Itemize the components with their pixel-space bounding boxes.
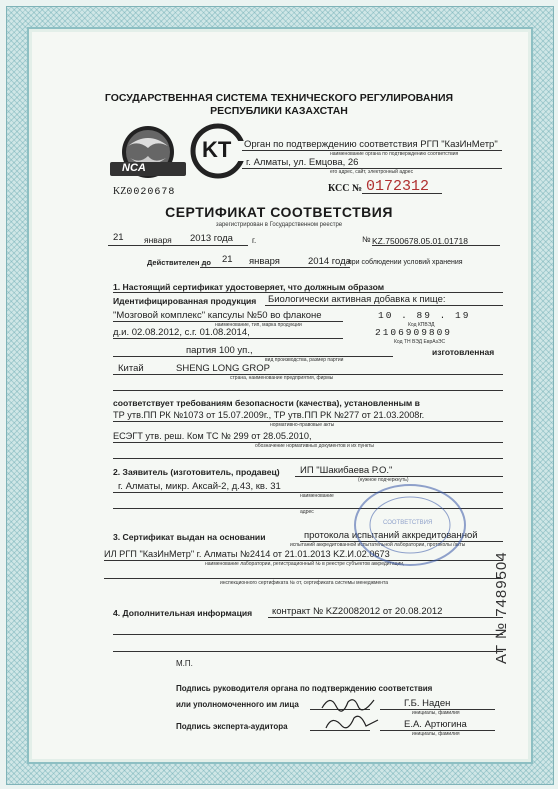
s1-caption-norms: нормативно-правовые акты: [270, 422, 335, 428]
mp-mark: М.П.: [176, 659, 193, 668]
reg-g: г.: [252, 236, 257, 245]
s2-label: 2. Заявитель (изготовитель, продавец): [113, 467, 280, 477]
s1-line3: д.и. 02.08.2012, с.г. 01.08.2014,: [113, 327, 250, 338]
kss-number: 0172312: [366, 178, 430, 195]
s2-value1: ИП "Шакибаева Р.О.": [300, 465, 393, 476]
serial-left-number: 0020678: [126, 187, 176, 198]
round-stamp: [345, 480, 475, 570]
sign2-label: Подпись эксперта-аудитора: [176, 722, 288, 731]
side-serial: AT № 7489504: [493, 551, 510, 664]
reg-day: 21: [113, 232, 124, 243]
valid-day: 21: [222, 254, 233, 265]
header-line2: РЕСПУБЛИКИ КАЗАХСТАН: [210, 105, 348, 117]
nca-logo-text: NCA: [122, 162, 146, 174]
stamp-text: СООТВЕТСТВИЯ: [383, 520, 433, 526]
reg-month: января: [144, 235, 172, 245]
signature-2: [322, 710, 382, 734]
s1-req-docs1: ТР утв.ПП РК №1073 от 15.07.2009г., ТР утв.ПП РК №277 от 21.03.2008г.: [113, 410, 425, 420]
header-line1: ГОСУДАРСТВЕННАЯ СИСТЕМА ТЕХНИЧЕСКОГО РЕГУЛИРОВАНИЯ: [104, 92, 454, 104]
guilloche-border: [6, 6, 554, 785]
organ-address-caption: его адрес, сайт, электронный адрес: [330, 169, 414, 175]
sign1-name: Г.Б. Наден: [404, 698, 451, 709]
sign1-label2: или уполномоченного им лица: [176, 700, 299, 709]
certificate-title: СЕРТИФИКАТ СООТВЕТСТВИЯ: [165, 204, 393, 220]
s1-product-label: Идентифицированная продукция: [113, 296, 257, 306]
s1-caption-name: наименование, тип, марка продукции: [215, 322, 302, 328]
organ-name: Орган по подтверждению соответствия РГП "КазИнМетр": [244, 139, 498, 150]
nca-logo: [108, 122, 188, 192]
organ-caption: наименование органа по подтверждению соответствия: [330, 151, 459, 157]
valid-tail: при соблюдении условий хранения: [348, 259, 463, 266]
s4-label: 4. Дополнительная информация: [113, 608, 253, 618]
s2-value2: г. Алматы, микр. Аксай-2, д.43, кв. 31: [118, 481, 281, 492]
sign1-caption: инициалы, фамилия: [412, 710, 460, 716]
s1-country: Китай: [118, 363, 144, 374]
s1-product-line2: "Мозговой комплекс" капсулы №50 во флаконе: [113, 310, 322, 321]
reg-year: 2013 года: [190, 233, 233, 244]
s3-value2: ИЛ РГП "КазИнМетр" г. Алматы №2414 от 21.01.2013 KZ.И.02.0673: [104, 549, 390, 559]
reg-no-sign: №: [362, 235, 371, 244]
certificate-body: [27, 27, 533, 764]
s1-req-line: соответствует требованиям безопасности (качества), установленным в: [113, 398, 420, 408]
s2-caption3: адрес: [300, 509, 314, 515]
s1-product-line1: Биологически активная добавка к пище:: [268, 294, 446, 305]
reg-number: KZ.7500678.05.01.01718: [372, 236, 468, 246]
s3-caption1: испытаний аккредитованной испытательной лаборатории, протоколы /акты: [290, 542, 466, 548]
sign1-label: Подпись руководителя органа по подтверждению соответствия: [176, 684, 433, 693]
serial-left-prefix: KZ: [113, 186, 127, 197]
s1-made: изготовленная: [432, 347, 495, 357]
s2-caption1: (нужное подчеркнуть): [358, 477, 409, 483]
valid-month: января: [249, 256, 280, 267]
s3-caption3: инспекционного сертификата № от, сертификата системы менеджмента: [220, 580, 389, 586]
organ-address: г. Алматы, ул. Емцова, 26: [246, 157, 359, 168]
s1-maker: SHENG LONG GROP: [176, 363, 270, 374]
s3-caption2: наименование лаборатории, регистрационный № в реестре субъектов аккредитации,: [205, 561, 405, 567]
s1-caption-maker: страна, наименование предприятия, фирмы: [230, 375, 334, 381]
s1-caption-docs: обозначение нормативных документов и их пункты: [255, 443, 375, 449]
s1-tnved: 2106909809: [375, 327, 453, 338]
s3-label: 3. Сертификат выдан на основании: [113, 532, 266, 542]
s1-caption-batch: вид производства, размер партии: [265, 357, 344, 363]
serial-left: [113, 186, 175, 198]
s1-kpved-label: Код КПВЭД: [408, 322, 435, 328]
s1-heading: 1. Настоящий сертификат удостоверяет, что должным образом: [113, 282, 385, 292]
s1-tnved-label: Код ТН ВЭД ЕврАзЭС: [394, 339, 446, 345]
s1-kpved: 10 . 89 . 19: [378, 310, 471, 321]
s4-value: контракт № KZ20082012 от 20.08.2012: [272, 606, 443, 617]
s3-value1: протокола испытаний аккредитованной: [304, 530, 478, 541]
sign2-caption: инициалы, фамилия: [412, 731, 460, 737]
s1-line4: партия 100 уп.,: [186, 345, 253, 356]
kt-logo-text: KT: [202, 137, 232, 162]
registered-caption: зарегистрирован в Государственном реестре: [215, 222, 343, 228]
s1-req-docs2: ЕСЭГТ утв. реш. Ком ТС № 299 от 28.05.2010,: [113, 431, 312, 441]
valid-label: Действителен до: [147, 258, 211, 267]
kt-logo: [190, 123, 246, 179]
valid-year: 2014 года: [308, 256, 351, 267]
sign2-name: Е.А. Артюгина: [404, 719, 467, 730]
kss-label: КСС №: [328, 183, 362, 194]
s2-caption2: наименование: [300, 493, 334, 499]
